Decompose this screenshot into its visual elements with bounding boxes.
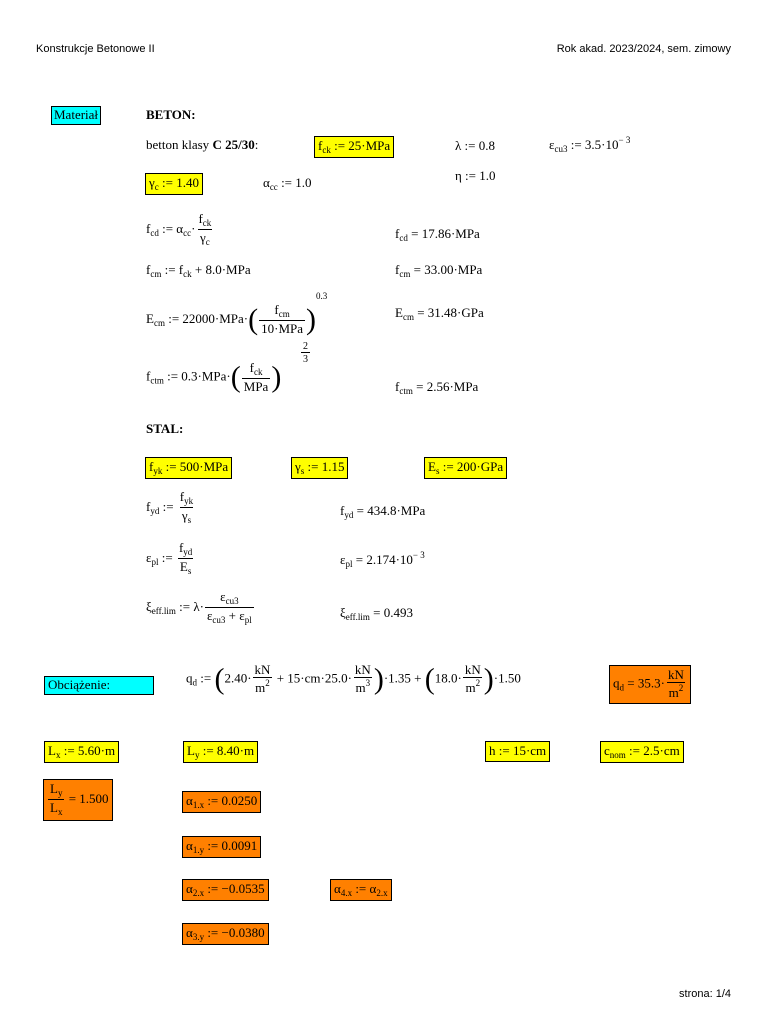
alpha4x-def: $\alpha_{4.x}$ := $\alpha_{2.x}$ xyxy=(330,879,392,901)
lambda-def: λ := 0.8 xyxy=(455,138,495,153)
es-input[interactable]: $E_s$ := 200·GPa xyxy=(424,457,507,479)
lx-input[interactable]: $L_x$ := 5.60·m xyxy=(44,741,119,763)
epl-formula: $\varepsilon_{pl}$ := $\frac{f_{yd}}{E_s}$ xyxy=(146,540,193,576)
ratio-result: $\frac{L_y}{L_x}$ = 1.500 xyxy=(43,779,113,821)
page-number: strona: 1/4 xyxy=(679,988,731,1000)
fyd-result: $f_{yd} = 434.8\cdot MPa$ xyxy=(340,503,426,520)
fctm-formula: $f_{ctm}$ := 0.3·MPa·( $\frac{f_{ck}}{\text{MPa}}$ ) xyxy=(146,360,282,394)
fck-input[interactable]: $f_{ck}$ := 25·MPa xyxy=(314,136,394,158)
qd-formula: $q_d$ := (2.40· $\frac{kN}{m^2}$ + 15·cm·25.0· $\frac{kN}{m^3}$ )·1.35 + (18.0· $\frac{kN}{m^2}$ )·1.50 xyxy=(186,662,521,696)
concrete-class-line: betton klasy C 25/30: xyxy=(146,137,259,152)
material-tag[interactable]: Materiał xyxy=(51,106,101,125)
header-left: Konstrukcje Betonowe II xyxy=(36,43,155,55)
cnom-input[interactable]: $c_{nom}$ := 2.5·cm xyxy=(600,741,684,763)
alpha1x-def: $\alpha_{1.x}$ := 0.0250 xyxy=(182,791,261,813)
stal-heading: STAL: xyxy=(146,421,184,436)
alpha3y-def: $\alpha_{3.y}$ := −0.0380 xyxy=(182,923,269,945)
fcd-formula: $f_{cd}$ := $\alpha_{cc}\cdot$ $\frac{f_{ck}}{\gamma_c}$ xyxy=(146,211,212,247)
fctm-exponent: $\frac{2}{3}$ xyxy=(303,341,308,365)
ecm-result: $E_{cm} = 31.48\cdot GPa$ xyxy=(395,305,484,322)
xi-formula: $\xi_{eff.lim}$ := λ· $\frac{\varepsilon_{cu3}}{\varepsilon_{cu3} + \varepsilon_{pl}}$ xyxy=(146,589,252,625)
h-input[interactable]: h := 15·cm xyxy=(485,741,550,762)
fcd-result: $f_{cd} = 17.86\cdot MPa$ xyxy=(395,226,480,243)
concrete-class-value: C 25/30 xyxy=(212,137,255,152)
gamma-c-input[interactable]: $\gamma_c$ := 1.40 xyxy=(145,173,203,195)
xi-result: $\xi_{eff.lim} = 0.493$ xyxy=(340,605,413,622)
fyk-input[interactable]: $f_{yk}$ := 500·MPa xyxy=(145,457,232,479)
fctm-result: $f_{ctm} = 2.56\cdot MPa$ xyxy=(395,379,479,396)
header-right: Rok akad. 2023/2024, sem. zimowy xyxy=(556,43,731,55)
ecm-formula: $E_{cm}$ := 22000·MPa·( $\frac{f_{cm}}{\text{10·MPa}}$ )$^{0.3}$ xyxy=(146,291,328,337)
fyd-formula: $f_{yd}$ := $\frac{f_{yk}}{\gamma_s}$ xyxy=(146,489,194,525)
alpha-cc-def: $\alpha_{cc}$ := 1.0 xyxy=(263,175,312,192)
fcm-formula: $f_{cm}$ := $f_{ck} + 8.0\cdot MPa$ xyxy=(146,262,251,279)
ly-input[interactable]: $L_y$ := 8.40·m xyxy=(183,741,258,763)
alpha1y-def: $\alpha_{1.y}$ := 0.0091 xyxy=(182,836,261,858)
qd-result: $q_d = 35.3\cdot$ $\frac{kN}{m^2}$ xyxy=(609,665,691,704)
concrete-class-label: betton klasy xyxy=(146,137,210,152)
beton-heading: BETON: xyxy=(146,107,196,122)
epscu3-def: $\varepsilon_{cu3}$ := $3.5\cdot 10^{- 3}$ xyxy=(549,135,631,154)
load-tag[interactable]: Obciążenie: xyxy=(44,676,154,695)
epl-result: $\varepsilon_{pl} = 2.174\cdot 10^{- 3}$ xyxy=(340,550,425,569)
fcm-result: $f_{cm} = 33.00\cdot MPa$ xyxy=(395,262,483,279)
alpha2x-def: $\alpha_{2.x}$ := −0.0535 xyxy=(182,879,269,901)
gamma-s-input[interactable]: $\gamma_s$ := 1.15 xyxy=(291,457,348,479)
eta-def: η := 1.0 xyxy=(455,168,496,183)
